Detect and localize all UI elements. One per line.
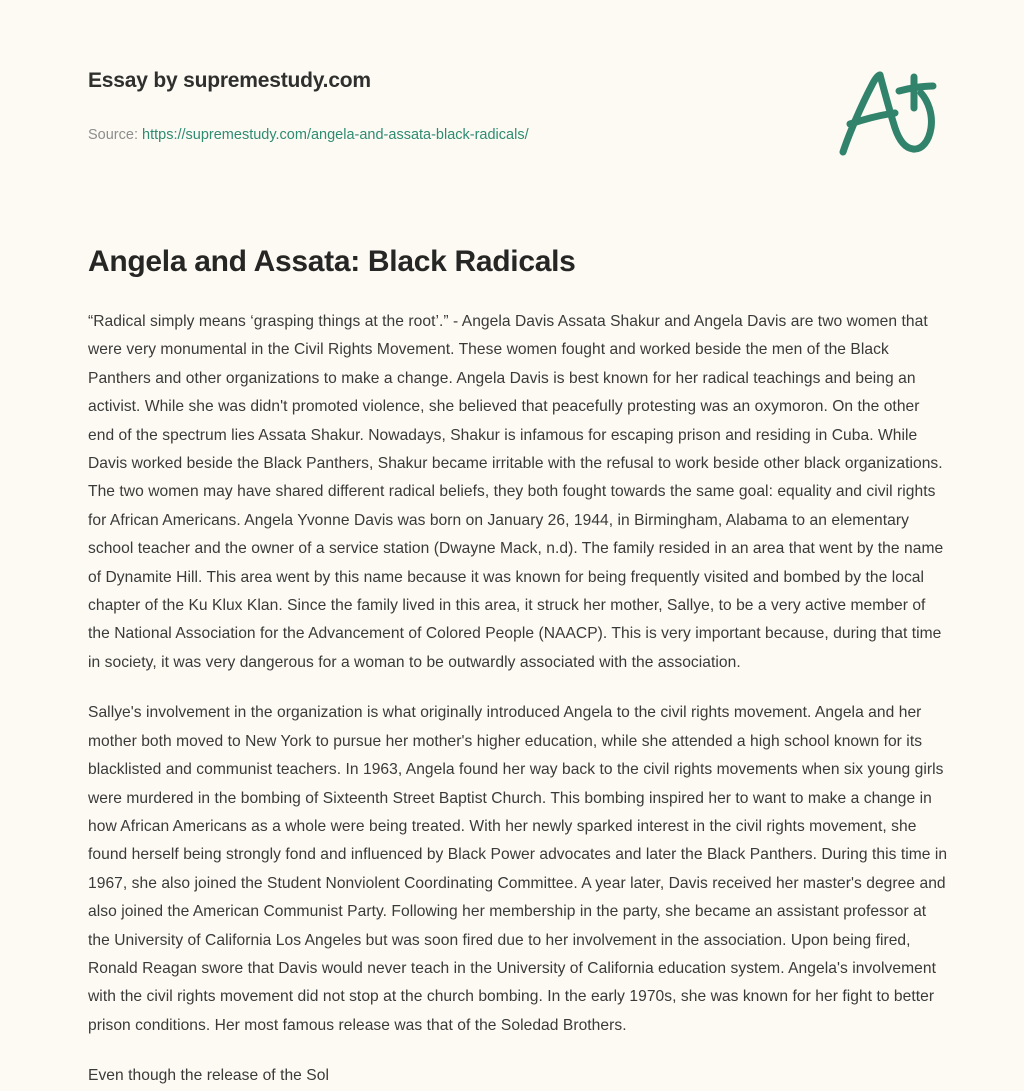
paragraph: Even though the release of the Sol <box>88 1067 329 1085</box>
source-url-link[interactable]: https://supremestudy.com/angela-and-assata-black-radicals/ <box>142 127 529 143</box>
source-label: Source: <box>88 127 138 143</box>
a-plus-logo-icon <box>834 62 946 158</box>
paragraph: Sallye's involvement in the organization is what originally introduced Angela to the civil rights movement. Angela and her mother both moved to New York to pursue her mother's higher education, while she attended a high school known for its blacklisted and communist teachers. In 1963, Angela found her way back to the civil rights movements when six young girls were murdered in the bombing of Sixteenth Street Baptist Church. This bombing inspired her to want to make a change in how African Americans as a whole were being treated. With her newly sparked interest in the civil rights movement, she found herself being strongly fond and influenced by Black Power advocates and later the Black Panthers. During this time in 1967, she also joined the Student Nonviolent Coordinating Committee. A year later, Davis received her master's degree and also joined the American Communist Party. Following her membership in the party, she became an assistant professor at the University of California Los Angeles but was soon fired due to her involvement in the association. Upon being fired, Ronald Reagan swore that Davis would never teach in the University of California education system. Angela's involvement with the civil rights movement did not stop at the church bombing. In the early 1970s, she was known for her fight to better prison conditions. Her most famous release was that of the Soledad Brothers. <box>88 704 948 1034</box>
byline: Essay by supremestudy.com <box>88 69 371 92</box>
paragraph: “Radical simply means ‘grasping things at the root’.” - Angela Davis Assata Shakur and Angela Davis are two women that were very monumental in the Civil Rights Movement. These women fought and worked beside the men of the Black Panthers and other organizations to make a change. Angela Davis is best known for her radical teachings and being an activist. While she was didn't promoted violence, she believed that peacefully protesting was an oxymoron. On the other end of the spectrum lies Assata Shakur. Nowadays, Shakur is infamous for escaping prison and residing in Cuba. While Davis worked beside the Black Panthers, Shakur became irritable with the refusal to work beside other black organizations. The two women may have shared different radical beliefs, they both fought towards the same goal: equality and civil rights for African Americans. Angela Yvonne Davis was born on January 26, 1944, in Birmingham, Alabama to an elementary school teacher and the owner of a service station (Dwayne Mack, n.d). The family resided in an area that went by the name of Dynamite Hill. This area went by this name because it was known for being frequently visited and bombed by the local chapter of the Ku Klux Klan. Since the family lived in this area, it struck her mother, Sallye, to be a very active member of the National Association for the Advancement of Colored People (NAACP). This is very important because, during that time in society, it was very dangerous for a woman to be outwardly associated with the association. <box>88 313 944 671</box>
page-title: Angela and Assata: Black Radicals <box>88 245 576 278</box>
document-header <box>88 68 946 168</box>
article-body <box>88 308 948 1091</box>
source-line <box>88 126 529 145</box>
